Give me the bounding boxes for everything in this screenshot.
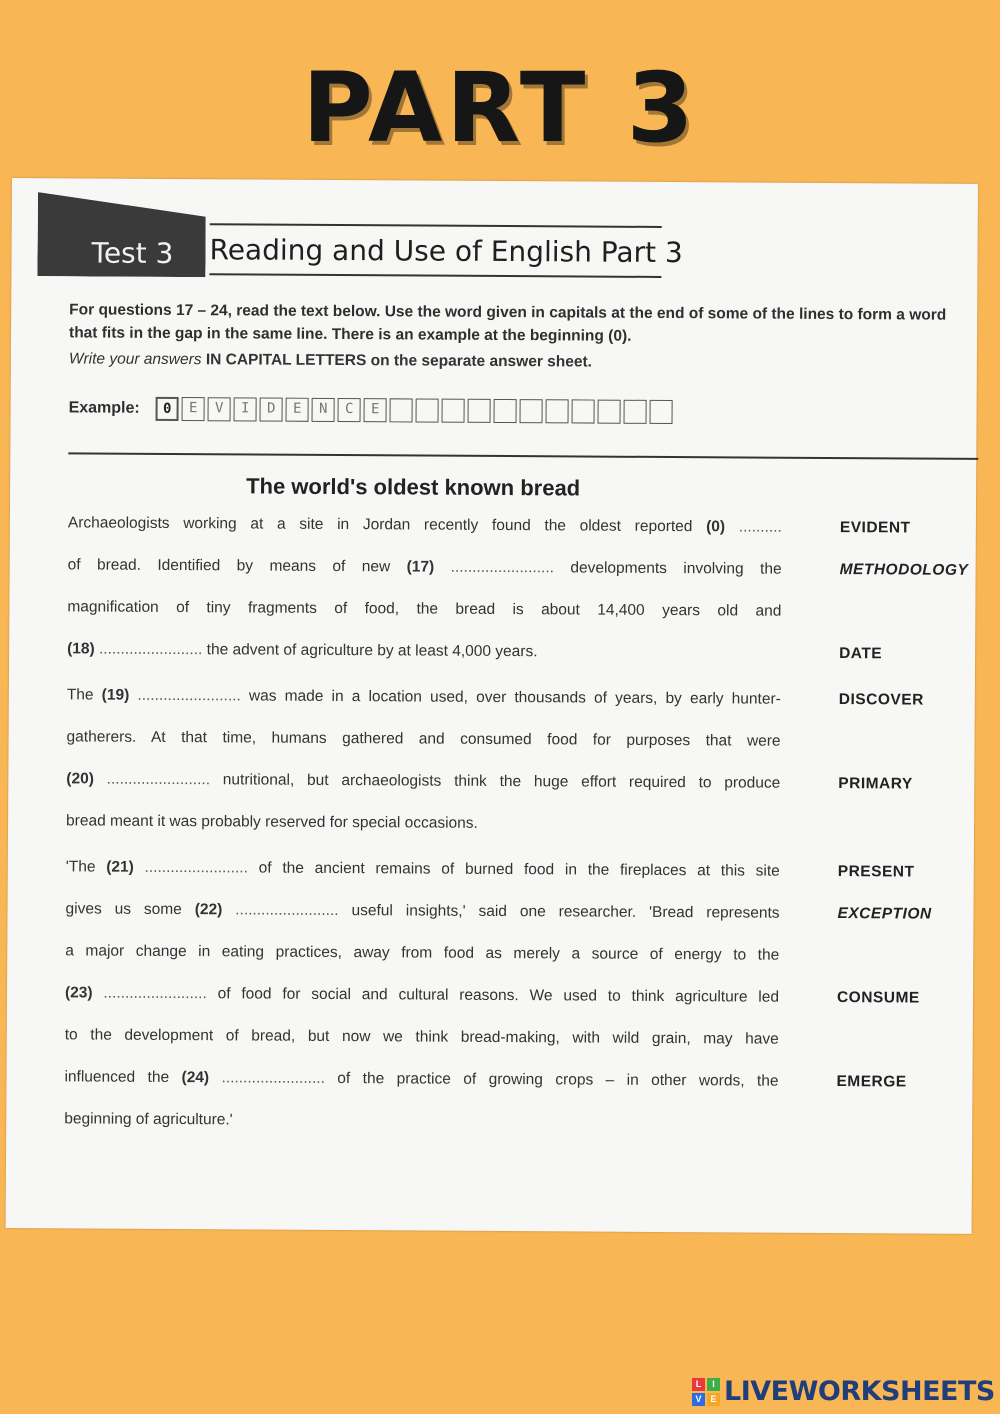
example-number-box: 0 [156,397,179,421]
instructions-text: For questions 17 – 24, read the text below. Use the word given in capitals at the end of some of the lines to form a word that fits in the gap in the same line. There is an example at the beginning (0). [69,301,947,345]
keyword: METHODOLOGY [839,561,969,579]
example-letter-box: E [364,398,387,422]
gap-line: ........................ [144,858,248,877]
gap-line: ........................ [106,770,211,789]
example-letter-box [494,399,517,423]
text-line [66,770,780,792]
example-answer-boxes [156,397,676,424]
text-segment: of bread. Identified by means of new [67,556,391,576]
example-row [69,396,676,424]
logo-letter: E [707,1393,720,1406]
logo-letter: I [707,1378,720,1391]
keyword: DISCOVER [838,691,924,709]
text-line: gatherers. At that time, humans gathered and consumed food for purposes that were [66,728,781,750]
text-segment: Archaeologists working at a site in Jordan recently found the oldest reported [67,514,693,536]
worksheet-page [6,178,978,1234]
liveworksheets-brand [692,1376,995,1407]
gap-line: ........................ [103,984,207,1003]
gap-number: (19) [101,686,130,704]
example-letter-box [390,398,413,422]
gap-number: (0) [706,518,726,536]
example-letter-box [650,400,673,424]
gap-line: ........................ [235,901,339,920]
text-line [64,1068,778,1090]
gap-number: (23) [64,984,93,1002]
example-letter-box: I [234,397,257,421]
text-segment: influenced the [64,1068,170,1086]
keyword: PRESENT [837,863,915,881]
text-line: beginning of agriculture.' [64,1110,233,1129]
test-label: Test 3 [91,236,174,270]
example-letter-box [442,399,465,423]
example-letter-box [572,399,595,423]
text-line [68,514,782,536]
keyword: CONSUME [836,989,920,1007]
example-letter-box [416,398,439,422]
text-line [66,858,780,880]
logo-letter: L [692,1378,705,1391]
text-line: bread meant it was probably reserved for special occasions. [66,812,478,832]
example-letter-box: C [338,398,361,422]
example-letter-box [598,400,621,424]
gap-number: (18) [67,640,95,658]
text-line: a major change in eating practices, away from food as merely a source of energy to the [65,942,780,964]
keyword: PRIMARY [838,775,913,793]
example-letter-box [468,399,491,423]
example-letter-box [520,399,543,423]
example-letter-box [624,400,647,424]
liveworksheets-logo-icon [692,1378,720,1406]
gap-number: (21) [106,858,134,876]
text-segment: of the ancient remains of burned food in the fireplaces at this site [258,859,780,880]
text-line [67,686,781,708]
gap-line: ........................ [221,1069,325,1087]
example-letter-box: V [208,397,231,421]
text-line [65,900,779,922]
gap-line: ........................ [450,558,555,577]
brand-name: LIVEWORKSHEETS [724,1376,995,1407]
text-title: The world's oldest known bread [246,473,581,501]
keyword: DATE [839,645,883,663]
text-line: to the development of bread, but now we think bread-making, with wild grain, may have [64,1026,779,1048]
text-segment: useful insights,' said one researcher. 'Bread represents [351,902,780,922]
example-label: Example: [68,399,140,417]
example-letter-box: E [286,398,309,422]
section-title: Reading and Use of English Part 3 [209,233,683,270]
page-title: PART 3 [302,52,698,164]
header-rule [209,273,661,278]
example-letter-box: E [182,397,205,421]
text-segment: The [66,686,94,704]
write-bold: IN CAPITAL LETTERS on the separate answer sheet. [205,351,593,371]
gap-number: (22) [194,901,223,919]
text-segment: nutritional, but archaeologists think the huge effort required to produce [222,771,781,792]
text-line: magnification of tiny fragments of food, the bread is about 14,400 years old and [67,598,782,620]
example-letter-box [546,399,569,423]
text-segment: of the practice of growing crops – in other words, the [337,1070,779,1090]
text-segment: developments involving the [570,559,782,578]
keyword: EMERGE [836,1073,907,1091]
gap-number: (17) [406,558,435,576]
divider [68,452,978,460]
gap-line: ........................ [137,686,241,705]
keyword: EXCEPTION [837,905,932,923]
text-segment: of food for social and cultural reasons. We used to think agriculture led [217,985,780,1006]
gap-line: .......... [738,518,782,536]
gap-number: (20) [66,770,94,788]
logo-letter: V [692,1393,705,1406]
text-line [65,984,779,1006]
text-line [68,556,782,578]
example-letter-box: N [312,398,335,422]
text-segment: gives us some [65,900,182,919]
header-rule [210,223,662,228]
write-prefix: Write your answers [68,350,202,369]
answer-instructions [69,350,592,371]
keyword: EVIDENT [839,519,911,537]
text-segment: 'The [65,858,96,876]
gap-number: (24) [181,1069,210,1087]
gap-line: ........................ [98,640,203,659]
text-segment: the advent of agriculture by at least 4,000 years. [206,641,538,661]
text-line [67,640,781,662]
text-segment: was made in a location used, over thousands of years, by early hunter- [248,687,781,708]
example-letter-box: D [260,398,283,422]
